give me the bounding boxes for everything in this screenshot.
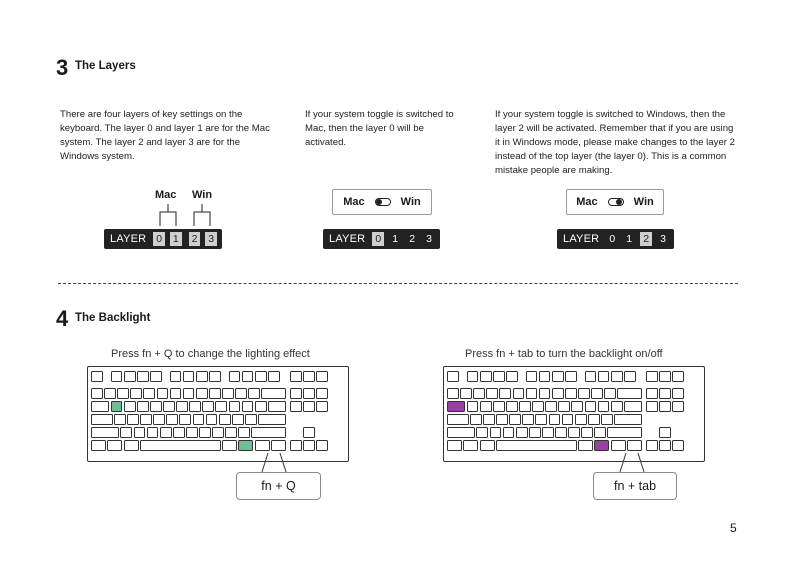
keyboard-key	[493, 401, 505, 412]
keyboard-key-highlighted	[111, 401, 123, 412]
keyboard-key	[268, 371, 280, 382]
keyboard-key	[672, 401, 684, 412]
keyboard-key	[509, 414, 521, 425]
layer-bar-overview	[104, 229, 222, 249]
layer-bar-mac	[323, 229, 440, 249]
keyboard-key	[476, 427, 488, 438]
section-4-number: 4	[56, 306, 69, 331]
layer-label: LAYER	[329, 233, 366, 245]
keyboard-key	[578, 388, 590, 399]
keyboard-key	[242, 401, 254, 412]
keyboard-key	[242, 371, 254, 382]
keyboard-key	[290, 388, 302, 399]
win-toggle-description: If your system toggle is switched to Windows, then the layer 2 will be activated. Remember that if you are using it in Windows mode, please make changes to the layer 2 instead of the top layer (the layer 0). This is a common mistake people are making.	[495, 109, 735, 176]
section-3-number: 3	[56, 55, 69, 80]
keyboard-key	[268, 401, 286, 412]
keyboard-key	[290, 401, 302, 412]
keyboard-key	[290, 371, 302, 382]
keyboard-key	[303, 440, 315, 451]
keyboard-key	[499, 388, 511, 399]
keyboard-key	[611, 371, 623, 382]
keyboard-key	[173, 427, 185, 438]
keyboard-key	[585, 371, 597, 382]
keyboard-key	[153, 414, 165, 425]
keyboard-key	[303, 427, 315, 438]
keyboard-key	[516, 427, 528, 438]
keyboard-key	[659, 440, 671, 451]
keyboard-key	[202, 401, 214, 412]
keyboard-key	[496, 440, 577, 451]
keyboard-key	[186, 427, 198, 438]
keyboard-key	[480, 401, 492, 412]
keyboard-key	[558, 401, 570, 412]
keyboard-key	[659, 401, 671, 412]
keyboard-key	[114, 414, 126, 425]
keyboard-key	[526, 388, 538, 399]
keyboard-key	[245, 414, 257, 425]
section-3-title: The Layers	[75, 60, 136, 72]
caption-backlight-toggle: Press fn + tab to turn the backlight on/off	[465, 348, 663, 360]
layer-bar-win	[557, 229, 674, 249]
keyboard-key	[604, 388, 616, 399]
keyboard-key	[120, 427, 132, 438]
keyboard-key	[176, 401, 188, 412]
keyboard-key	[160, 427, 172, 438]
keyboard-key	[496, 414, 508, 425]
keyboard-key	[480, 440, 495, 451]
keyboard-key	[137, 371, 149, 382]
keyboard-key	[568, 427, 580, 438]
keyboard-key	[140, 440, 221, 451]
keyboard-key	[215, 401, 227, 412]
keyboard-key-highlighted	[447, 401, 465, 412]
keyboard-key-highlighted	[238, 440, 253, 451]
keyboard-key	[490, 427, 502, 438]
keyboard-key	[519, 401, 531, 412]
keyboard-key	[503, 427, 515, 438]
keyboard-key	[529, 427, 541, 438]
keyboard-key	[562, 414, 574, 425]
keyboard-key	[470, 414, 482, 425]
keyboard-key	[467, 371, 479, 382]
keyboard-key	[535, 414, 547, 425]
keyboard-key	[238, 427, 250, 438]
keyboard-diagram-fn-q	[87, 366, 349, 462]
keyboard-key	[225, 427, 237, 438]
keyboard-key	[91, 427, 119, 438]
keyboard-key	[578, 440, 593, 451]
layer-1: 1	[392, 233, 399, 245]
keyboard-key	[552, 388, 564, 399]
keyboard-key	[255, 401, 267, 412]
system-toggle-mac	[332, 189, 432, 215]
keyboard-key	[555, 427, 567, 438]
keyboard-key	[646, 388, 658, 399]
keyboard-key	[255, 371, 267, 382]
shortcut-fn-q: fn + Q	[236, 472, 321, 500]
keyboard-key	[447, 371, 459, 382]
keyboard-key	[486, 388, 498, 399]
keyboard-key	[147, 427, 159, 438]
keyboard-key	[617, 388, 642, 399]
keyboard-key	[672, 388, 684, 399]
keyboard-key	[229, 401, 241, 412]
keyboard-key	[219, 414, 231, 425]
keyboard-key	[575, 414, 587, 425]
keyboard-key	[150, 401, 162, 412]
keyboard-key	[316, 401, 328, 412]
keyboard-key	[196, 388, 208, 399]
keyboard-key	[303, 371, 315, 382]
section-4-title: The Backlight	[75, 312, 151, 324]
keyboard-key	[143, 388, 155, 399]
mac-toggle-description: If your system toggle is switched to Mac, then the layer 0 will be activated.	[305, 109, 454, 148]
layer-label: LAYER	[563, 233, 600, 245]
keyboard-key	[170, 388, 182, 399]
keyboard-key	[624, 371, 636, 382]
win-group-label: Win	[192, 189, 213, 201]
keyboard-key	[222, 388, 234, 399]
layer-3: 3	[205, 232, 217, 246]
keyboard-key	[513, 388, 525, 399]
keyboard-key	[659, 427, 671, 438]
keyboard-key	[607, 427, 642, 438]
keyboard-key	[447, 440, 462, 451]
keyboard-key	[157, 388, 169, 399]
keyboard-key	[179, 414, 191, 425]
keyboard-key	[539, 371, 551, 382]
keyboard-key	[571, 401, 583, 412]
keyboard-key	[209, 371, 221, 382]
keyboard-diagram-fn-tab	[443, 366, 705, 462]
keyboard-key	[447, 414, 469, 425]
keyboard-key	[493, 371, 505, 382]
keyboard-key	[522, 414, 534, 425]
keyboard-key	[189, 401, 201, 412]
keyboard-key	[209, 388, 221, 399]
keyboard-key	[659, 388, 671, 399]
toggle-mac-label: Mac	[576, 196, 598, 208]
keyboard-key	[91, 440, 106, 451]
keyboard-key	[232, 414, 244, 425]
keyboard-key	[565, 371, 577, 382]
keyboard-key	[624, 401, 642, 412]
layer-1: 1	[626, 233, 633, 245]
toggle-switch-icon	[375, 198, 391, 206]
keyboard-key	[111, 371, 123, 382]
layer-2-active: 2	[640, 232, 652, 246]
keyboard-key	[166, 414, 178, 425]
keyboard-key	[91, 401, 109, 412]
keyboard-key	[646, 401, 658, 412]
keyboard-key	[526, 371, 538, 382]
keyboard-key	[483, 414, 495, 425]
layer-label: LAYER	[110, 233, 147, 245]
keyboard-key	[594, 427, 606, 438]
keyboard-key	[591, 388, 603, 399]
keyboard-key	[565, 388, 577, 399]
keyboard-key	[463, 440, 478, 451]
keyboard-key	[117, 388, 129, 399]
keyboard-key	[460, 388, 472, 399]
keyboard-key	[447, 388, 459, 399]
keyboard-key	[316, 371, 328, 382]
keyboard-key	[222, 440, 237, 451]
keyboard-key	[303, 401, 315, 412]
keyboard-key	[598, 371, 610, 382]
toggle-switch-icon	[608, 198, 624, 206]
keyboard-key	[170, 371, 182, 382]
keyboard-key	[316, 440, 328, 451]
keyboard-key	[467, 401, 479, 412]
layers-description: There are four layers of key settings on the keyboard. The layer 0 and layer 1 are for the Mac system. The layer 2 and layer 3 are for the Windows system.	[60, 109, 270, 162]
caption-lighting-effect: Press fn + Q to change the lighting effect	[111, 348, 310, 360]
toggle-win-label: Win	[400, 196, 421, 208]
page-number: 5	[730, 521, 737, 535]
keyboard-key	[646, 371, 658, 382]
keyboard-key	[91, 388, 103, 399]
keyboard-key	[124, 401, 136, 412]
keyboard-key	[183, 371, 195, 382]
layer-0-active: 0	[372, 232, 384, 246]
keyboard-key	[196, 371, 208, 382]
keyboard-key	[614, 414, 642, 425]
keyboard-key	[212, 427, 224, 438]
keyboard-key	[588, 414, 600, 425]
keyboard-key	[316, 388, 328, 399]
keyboard-key	[193, 414, 205, 425]
keyboard-key	[506, 401, 518, 412]
keyboard-key	[601, 414, 613, 425]
layer-3: 3	[660, 233, 666, 245]
keyboard-key	[199, 427, 211, 438]
keyboard-key	[672, 440, 684, 451]
keyboard-key	[150, 371, 162, 382]
keyboard-key	[107, 440, 122, 451]
layer-2: 2	[409, 233, 416, 245]
keyboard-key	[447, 427, 475, 438]
toggle-mac-label: Mac	[343, 196, 365, 208]
keyboard-key	[581, 427, 593, 438]
keyboard-key	[183, 388, 195, 399]
keyboard-key	[140, 414, 152, 425]
keyboard-key	[91, 414, 113, 425]
keyboard-key	[127, 414, 139, 425]
keyboard-key	[611, 401, 623, 412]
keyboard-key	[206, 414, 218, 425]
keyboard-key	[261, 388, 286, 399]
keyboard-key	[552, 371, 564, 382]
section-divider	[58, 283, 738, 284]
keyboard-key	[672, 371, 684, 382]
keyboard-key	[539, 388, 551, 399]
keyboard-key	[251, 427, 286, 438]
keyboard-key	[248, 388, 260, 399]
keyboard-key	[506, 371, 518, 382]
mac-group-label: Mac	[155, 189, 177, 201]
keyboard-key	[137, 401, 149, 412]
layer-3: 3	[426, 233, 432, 245]
keyboard-key	[545, 401, 557, 412]
layer-2: 2	[189, 232, 201, 246]
keyboard-key	[134, 427, 146, 438]
layer-0: 0	[153, 232, 165, 246]
system-toggle-win	[566, 189, 664, 215]
keyboard-key	[598, 401, 610, 412]
keyboard-key	[542, 427, 554, 438]
keyboard-key	[91, 371, 103, 382]
keyboard-key	[130, 388, 142, 399]
keyboard-key	[229, 371, 241, 382]
toggle-win-label: Win	[633, 196, 654, 208]
keyboard-key	[235, 388, 247, 399]
keyboard-key	[585, 401, 597, 412]
layer-group-bracket	[150, 202, 230, 230]
keyboard-key	[549, 414, 561, 425]
keyboard-key	[124, 440, 139, 451]
keyboard-key	[659, 371, 671, 382]
keyboard-key	[480, 371, 492, 382]
shortcut-fn-tab: fn + tab	[593, 472, 677, 500]
keyboard-key	[290, 440, 302, 451]
keyboard-key	[258, 414, 286, 425]
keyboard-key-highlighted	[594, 440, 609, 451]
keyboard-key	[163, 401, 175, 412]
layer-0: 0	[609, 233, 616, 245]
keyboard-key	[473, 388, 485, 399]
keyboard-key	[124, 371, 136, 382]
keyboard-key	[532, 401, 544, 412]
keyboard-key	[303, 388, 315, 399]
keyboard-key	[104, 388, 116, 399]
layer-1: 1	[170, 232, 182, 246]
